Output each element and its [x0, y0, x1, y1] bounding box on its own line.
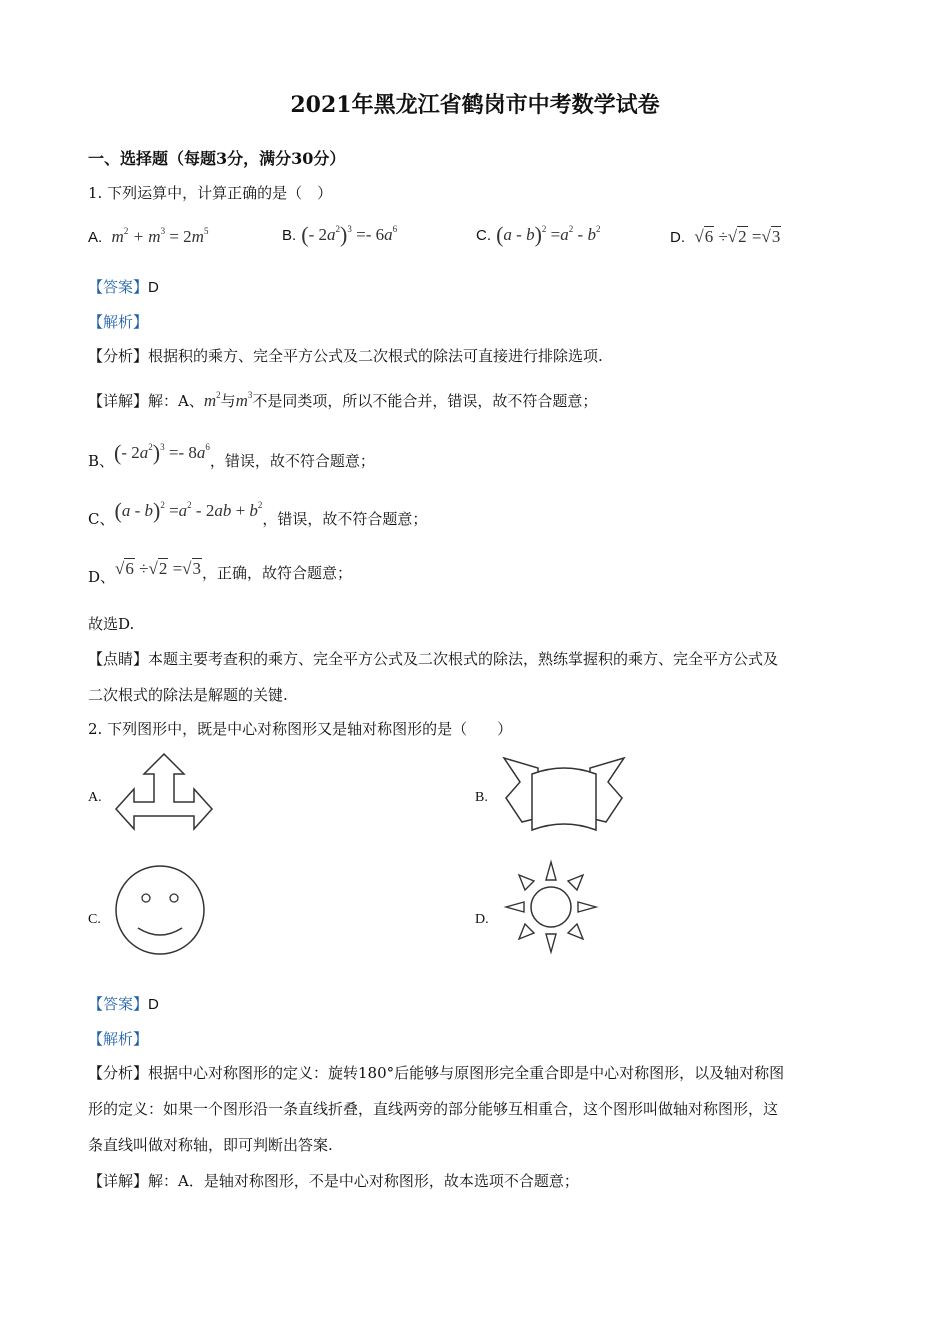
term-m3: $m^3$: [235, 390, 253, 410]
q2-fenxi-line2: 形的定义：如果一个图形沿一条直线折叠，直线两旁的部分能够互相重合，这个图形叫做轴对称图形，这: [88, 1100, 779, 1118]
q2-xiangjie: 【详解】解：A．是轴对称图形，不是中心对称图形，故本选项不合题意；: [88, 1172, 579, 1190]
detail-c-post: ，错误，故不符合题意；: [262, 510, 428, 528]
q2-fenxi-line3: 条直线叫做对称轴，即可判断出答案.: [88, 1136, 333, 1154]
ribbon-banner-figure: [500, 752, 628, 836]
detail-b-formula: (- $2a^2)^3 =- 8a^6$: [114, 440, 210, 465]
q1-xiangjie: [88, 390, 597, 411]
analysis-tag: 【解析】: [88, 1030, 149, 1048]
three-arrows-figure: [114, 752, 214, 836]
q1-conclusion: 故选D.: [88, 615, 135, 633]
q1-detail-b: [88, 440, 375, 471]
q2-label-d: D.: [475, 912, 489, 927]
detail-d-pre: D、: [88, 568, 116, 586]
detail-b-post: ，错误，故不符合题意；: [209, 452, 375, 470]
q1-option-b-label: B.: [282, 227, 297, 244]
q1-detail-d: [88, 558, 352, 587]
answer-tag: 【答案】: [88, 278, 149, 296]
xiangjie-pre: 【详解】解：A、: [88, 392, 204, 410]
q1-option-a-label: A.: [88, 229, 103, 246]
q1-option-d: [670, 226, 781, 247]
detail-b-pre: B、: [88, 452, 115, 470]
term-m2: $m^2$: [203, 390, 221, 410]
detail-c-formula: $(a - b)^2 =a^2 - 2ab + b^2$: [114, 498, 263, 523]
detail-c-pre: C、: [88, 510, 115, 528]
q1-fenxi: 【分析】根据积的乘方、完全平方公式及二次根式的除法可直接进行排除选项.: [88, 347, 603, 365]
detail-d-post: ，正确，故符合题意；: [202, 564, 353, 582]
q1-dianjing-line2: 二次根式的除法是解题的关键.: [88, 686, 288, 704]
answer-value: D: [148, 279, 159, 296]
q1-option-a: [88, 226, 208, 247]
q1-dianjing-line1: 【点睛】本题主要考查积的乘方、完全平方公式及二次根式的除法，熟练掌握积的乘方、完全平方公式及: [88, 650, 779, 668]
q1-option-c: [476, 222, 600, 248]
answer-tag: 【答案】: [88, 995, 149, 1013]
q1-option-b-formula: (- $2a^2)^3 =- 6a^6$: [301, 222, 398, 247]
q2-label-a: A.: [88, 790, 102, 805]
answer-value: D: [148, 996, 159, 1013]
detail-d-formula: √6 ÷√2 =√3: [115, 559, 201, 578]
q1-option-b: [282, 222, 397, 248]
q1-option-c-formula: $(a - b)^2 =a^2 - b^2$: [496, 222, 601, 247]
smiley-face-figure: [112, 862, 208, 958]
xiangjie-post: 不是同类项，所以不能合并，错误，故不符合题意；: [252, 392, 598, 410]
q2-label-c: C.: [88, 912, 101, 927]
q1-option-d-formula: √6 ÷√2 =√3: [694, 227, 781, 246]
q2-label-b: B.: [475, 790, 488, 805]
q2-fenxi-line1: 【分析】根据中心对称图形的定义：旋转180°后能够与原图形完全重合即是中心对称图形，以及轴对称图: [88, 1064, 785, 1082]
q1-option-a-formula: $m^2 + m^3 = 2m^5$: [107, 226, 209, 246]
q2-answer: [88, 993, 159, 1014]
xiangjie-mid: 与: [220, 392, 236, 410]
section-heading: 一、选择题（每题3分，满分30分）: [88, 149, 346, 168]
q1-detail-c: [88, 498, 427, 529]
q2-stem: 2. 下列图形中，既是中心对称图形又是轴对称图形的是（ ）: [88, 720, 513, 738]
q1-answer: [88, 276, 159, 297]
sun-figure: [502, 858, 600, 956]
page-title: 2021年黑龙江省鹤岗市中考数学试卷: [290, 92, 660, 118]
analysis-tag: 【解析】: [88, 313, 149, 331]
q1-option-c-label: C.: [476, 227, 491, 244]
q1-stem: 1. 下列运算中，计算正确的是（ ）: [88, 184, 333, 202]
q1-option-d-label: D.: [670, 229, 685, 246]
